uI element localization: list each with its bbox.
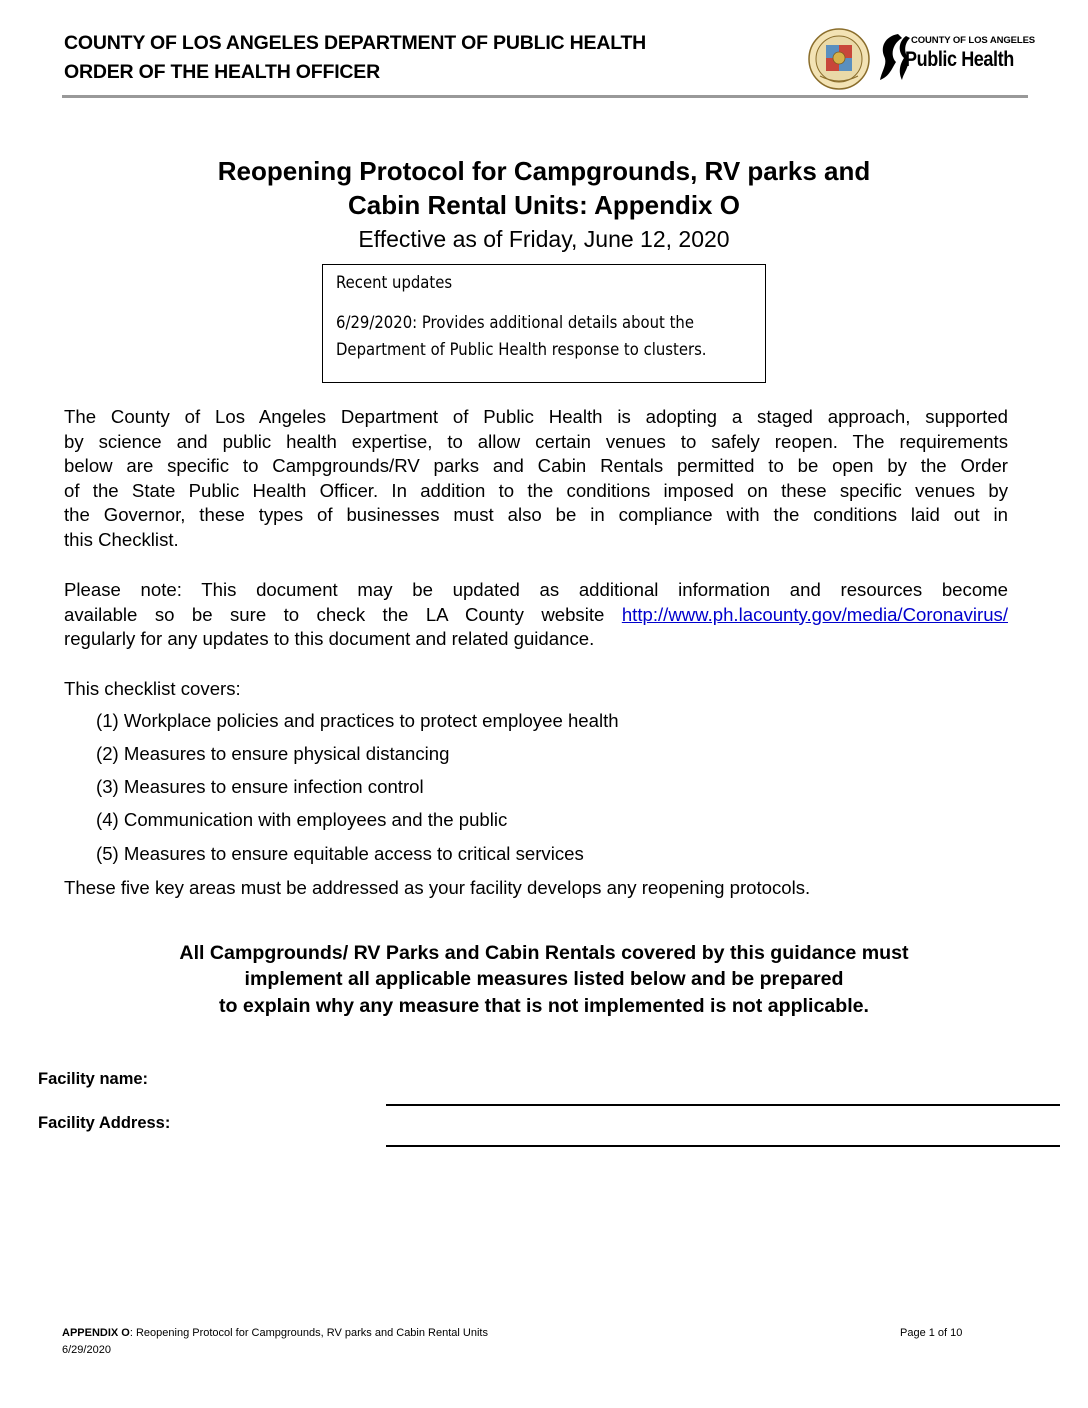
intro-line: by science and public health expertise, to allow certain venues to safely reopen. The requirements (64, 430, 1008, 452)
requirement-statement-line1: All Campgrounds/ RV Parks and Cabin Rentals covered by this guidance must (179, 942, 909, 964)
intro-line: the Governor, these types of businesses must also be in compliance with the conditions laid out in (64, 504, 1008, 526)
checklist-intro: This checklist covers: (64, 678, 241, 699)
note-line1: Please note: This document may be updated as additional information and resources become (64, 579, 1008, 600)
coronavirus-website-link[interactable]: http://www.ph.lacounty.gov/media/Coronavirus/ (621, 603, 1008, 625)
logo-public-health-text: Public Health (905, 48, 1014, 71)
intro-line: The County of Los Angeles Department of Public Health is adopting a staged approach, supported (64, 406, 1008, 427)
header-divider (62, 95, 1028, 98)
note-line3: regularly for any updates to this document and related guidance. (64, 628, 595, 650)
note-line2-text: available so be sure to check the LA County website (64, 603, 622, 625)
intro-line: below are specific to Campgrounds/RV parks and Cabin Rentals permitted to be open by the Order (64, 455, 1008, 477)
checklist-item: (3) Measures to ensure infection control (96, 776, 424, 797)
effective-date: Effective as of Friday, June 12, 2020 (358, 226, 730, 252)
checklist-item: (5) Measures to ensure equitable access to critical services (96, 843, 584, 864)
document-title-line2: Cabin Rental Units: Appendix O (348, 190, 740, 220)
note-paragraph (64, 578, 1008, 652)
footer-title-text: : Reopening Protocol for Campgrounds, RV parks and Cabin Rental Units (129, 1327, 488, 1339)
footer-date: 6/29/2020 (62, 1344, 111, 1356)
footer-appendix-label: APPENDIX O (62, 1327, 130, 1339)
facility-name-field[interactable] (386, 1104, 1060, 1106)
checklist-closing: These five key areas must be addressed as your facility develops any reopening protocols. (64, 877, 811, 898)
logo-county-text: COUNTY OF LOS ANGELES (911, 35, 1036, 46)
county-seal-icon (808, 28, 870, 90)
footer-document-title (62, 1327, 488, 1339)
intro-paragraph (64, 405, 1008, 553)
recent-update-line1: 6/29/2020: Provides additional details about the (336, 313, 694, 332)
note-line2 (64, 603, 1008, 628)
recent-updates-heading: Recent updates (336, 273, 453, 292)
checklist-item: (4) Communication with employees and the public (96, 809, 508, 830)
intro-line: of the State Public Health Officer. In addition to the conditions imposed on these specific venues by (64, 479, 1008, 501)
header-department: COUNTY OF LOS ANGELES DEPARTMENT OF PUBLIC HEALTH (64, 32, 647, 54)
requirement-statement-line2: implement all applicable measures listed below and be prepared (244, 968, 844, 990)
requirement-statement-line3: to explain why any measure that is not implemented is not applicable. (218, 995, 869, 1017)
intro-line: this Checklist. (64, 528, 179, 550)
recent-update-line2: Department of Public Health response to clusters. (336, 340, 707, 359)
checklist-item: (2) Measures to ensure physical distancing (96, 743, 450, 764)
checklist-item: (1) Workplace policies and practices to protect employee health (96, 710, 619, 731)
footer-page-number: Page 1 of 10 (900, 1327, 963, 1339)
document-title-line1: Reopening Protocol for Campgrounds, RV parks and (217, 156, 871, 186)
facility-name-label: Facility name: (38, 1070, 149, 1088)
facility-address-field[interactable] (386, 1145, 1060, 1147)
facility-address-label: Facility Address: (38, 1114, 171, 1132)
header-order: ORDER OF THE HEALTH OFFICER (64, 61, 380, 83)
